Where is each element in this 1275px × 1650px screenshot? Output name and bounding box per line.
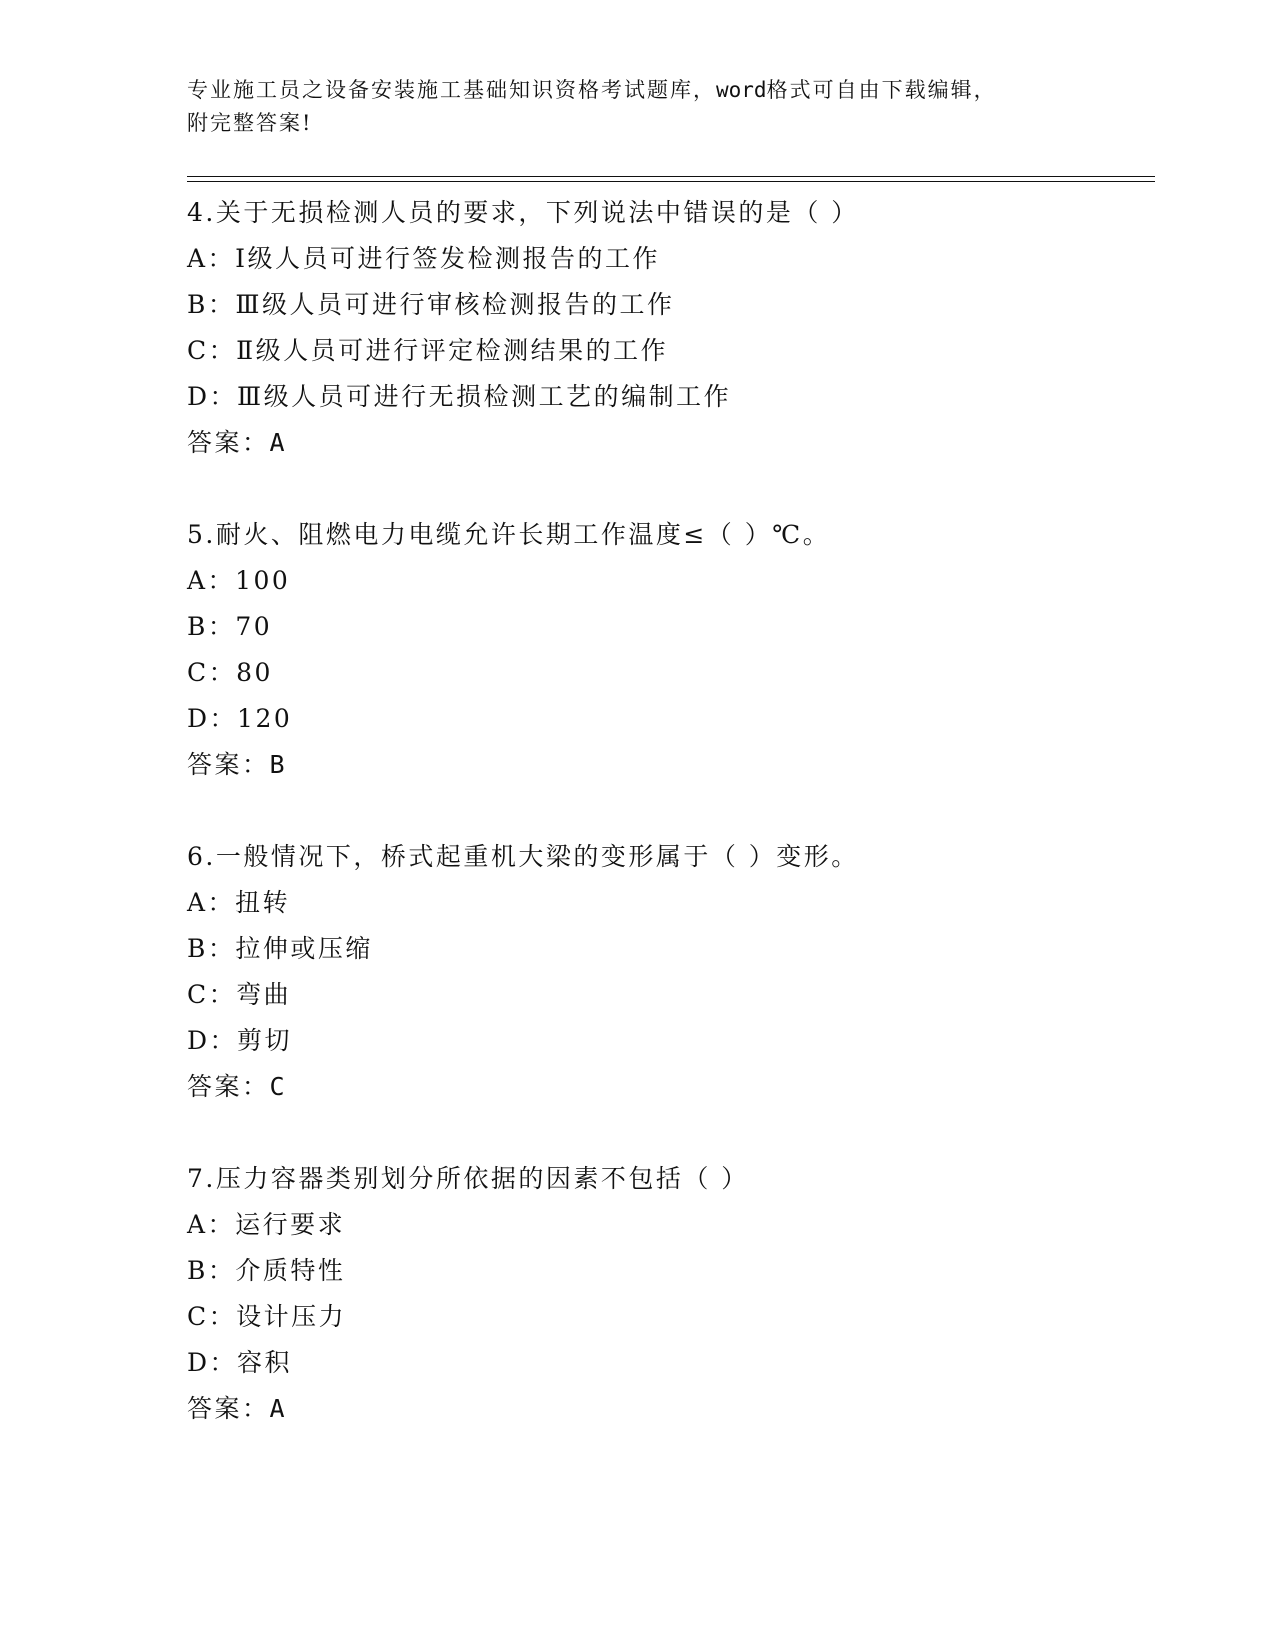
answer-line [187, 1064, 1155, 1110]
header-line-1 [187, 74, 1087, 107]
option-key: B： [187, 1256, 236, 1285]
option-text: Ⅰ级人员可进行签发检测报告的工作 [235, 244, 660, 273]
question-stem: 5.耐火、阻燃电力电缆允许长期工作温度≤（ ）℃。 [187, 520, 831, 549]
option-a [187, 1202, 1155, 1248]
option-key: C： [187, 336, 237, 365]
answer-line [187, 1386, 1155, 1432]
answer-value: B [269, 750, 285, 779]
option-key: A： [187, 244, 236, 273]
answer-label: 答案： [187, 1072, 270, 1101]
option-a [187, 880, 1155, 926]
option-d [187, 374, 1155, 420]
option-key: D： [187, 382, 238, 411]
answer-label: 答案： [187, 428, 270, 457]
option-c [187, 328, 1155, 374]
answer-label: 答案： [187, 750, 270, 779]
option-key: B： [187, 612, 236, 641]
option-text: 80 [236, 658, 273, 687]
option-text: Ⅲ级人员可进行无损检测工艺的编制工作 [237, 382, 732, 411]
answer-line [187, 420, 1155, 466]
question-4 [187, 190, 1155, 466]
answer-line [187, 742, 1155, 788]
question-list [187, 190, 1155, 1478]
question-stem: 6.一般情况下，桥式起重机大梁的变形属于（ ）变形。 [187, 842, 859, 871]
option-b [187, 926, 1155, 972]
option-d [187, 1018, 1155, 1064]
answer-value: A [269, 428, 285, 457]
question-5 [187, 512, 1155, 788]
option-text: 介质特性 [235, 1256, 346, 1285]
header-line-2: 附完整答案! [187, 111, 313, 135]
option-text: 设计压力 [236, 1302, 347, 1331]
option-text: 扭转 [235, 888, 291, 917]
header-divider-bottom [187, 181, 1155, 182]
question-stem: 4.关于无损检测人员的要求，下列说法中错误的是（ ） [187, 198, 859, 227]
option-text: 拉伸或压缩 [235, 934, 373, 963]
option-text: 120 [237, 704, 293, 733]
option-key: A： [187, 888, 236, 917]
question-6 [187, 834, 1155, 1110]
question-7 [187, 1156, 1155, 1432]
answer-value: C [269, 1072, 285, 1101]
option-text: 剪切 [237, 1026, 293, 1055]
option-key: D： [187, 1348, 238, 1377]
option-c [187, 1294, 1155, 1340]
answer-value: A [269, 1394, 285, 1423]
option-key: C： [187, 658, 237, 687]
option-a [187, 558, 1155, 604]
option-key: C： [187, 980, 237, 1009]
option-text: Ⅲ级人员可进行审核检测报告的工作 [235, 290, 675, 319]
option-b [187, 604, 1155, 650]
answer-label: 答案： [187, 1394, 270, 1423]
option-key: A： [187, 1210, 236, 1239]
option-key: A： [187, 566, 236, 595]
option-text: 容积 [237, 1348, 293, 1377]
option-key: D： [187, 1026, 238, 1055]
option-b [187, 282, 1155, 328]
header-divider-top [187, 176, 1155, 177]
header-text-part-2: 格式可自由下载编辑， [766, 78, 997, 102]
document-header [187, 74, 1087, 140]
option-key: D： [187, 704, 238, 733]
option-c [187, 972, 1155, 1018]
option-text: 70 [235, 612, 273, 641]
option-text: 100 [235, 566, 291, 595]
option-text: Ⅱ级人员可进行评定检测结果的工作 [236, 336, 669, 365]
option-d [187, 696, 1155, 742]
option-d [187, 1340, 1155, 1386]
option-text: 弯曲 [236, 980, 292, 1009]
option-a [187, 236, 1155, 282]
header-text-part-1: 专业施工员之设备安装施工基础知识资格考试题库， [187, 78, 716, 102]
option-key: C： [187, 1302, 237, 1331]
option-text: 运行要求 [235, 1210, 346, 1239]
option-key: B： [187, 934, 236, 963]
option-b [187, 1248, 1155, 1294]
option-c [187, 650, 1155, 696]
header-text-word: word [716, 78, 767, 102]
question-stem: 7.压力容器类别划分所依据的因素不包括（ ） [187, 1164, 749, 1193]
option-key: B： [187, 290, 236, 319]
